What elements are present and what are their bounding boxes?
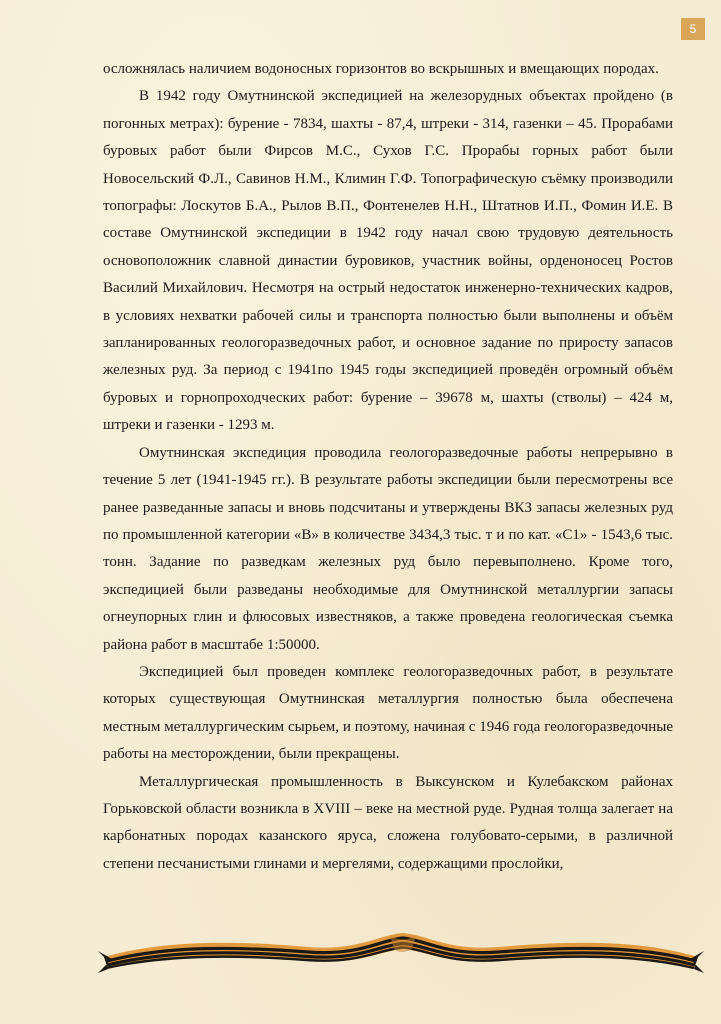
st-george-ribbon-icon: [98, 921, 704, 981]
document-body: [103, 56, 673, 878]
page-number: 5: [681, 18, 705, 40]
paragraph-3: Омутнинская экспедиция проводила геологоразведочные работы непрерывно в течение 5 лет (1941-1945 гг.). В результате работы экспедиции были пересмотрены все ранее разведанные запасы и вновь подсчитаны и утверждены ВКЗ запасы железных руд по промышленной категории «В» в количестве 3434,3 тыс. т и по кат. «С1» - 1543,6 тыс. тонн. Задание по разведкам железных руд было перевыполнено. Кроме того, экспедицией были разведаны необходимые для Омутнинской металлургии запасы огнеупорных глин и флюсовых известняков, а также проведена геологическая съемка района работ в масштабе 1:50000.: [103, 444, 673, 653]
paragraph-4: Экспедицией был проведен комплекс геологоразведочных работ, в результате которых существующая Омутнинская металлургия полностью была обеспечена местным металлургическим сырьем, и поэтому, начиная с 1946 года геологоразведочные работы на месторождении, были прекращены.: [103, 663, 673, 763]
paragraph-2: В 1942 году Омутнинской экспедицией на железорудных объектах пройдено (в погонных метрах): бурение - 7834, шахты - 87,4, штреки - 314, газенки – 45. Прорабами буровых работ были Фирсов М.С., Сухов Г.С. Прорабы горных работ были Новосельский Ф.Л., Савинов Н.М., Климин Г.Ф. Топографическую съёмку производили топографы: Лоскутов Б.А., Рылов В.П., Фонтенелев Н.Н., Штатнов И.П., Фомин И.Е. В составе Омутнинской экспедиции в 1942 году начал свою трудовую деятельность основоположник славной династии буровиков, участник войны, орденоносец Ростов Василий Михайлович. Несмотря на острый недостаток инженерно-технических кадров, в условиях нехватки рабочей силы и транспорта полностью были выполнены и объём запланированных геологоразведочных работ, и основное задание по приросту запасов железных руд. За период с 1941по 1945 годы экспедицией проведён огромный объём буровых и горнопроходческих работ: бурение – 39678 м, шахты (стволы) – 424 м, штреки и газенки - 1293 м.: [103, 88, 673, 434]
paragraph-1: осложнялась наличием водоносных горизонтов во вскрышных и вмещающих породах.: [103, 61, 659, 77]
paragraph-5: Металлургическая промышленность в Выксунском и Кулебакском районах Горьковской области возникла в XVIII – веке на местной руде. Рудная толща залегает на карбонатных породах казанского яруса, сложена голубовато-серыми, в различной степени песчанистыми глинами и мергелями, содержащими прослойки,: [103, 773, 673, 872]
